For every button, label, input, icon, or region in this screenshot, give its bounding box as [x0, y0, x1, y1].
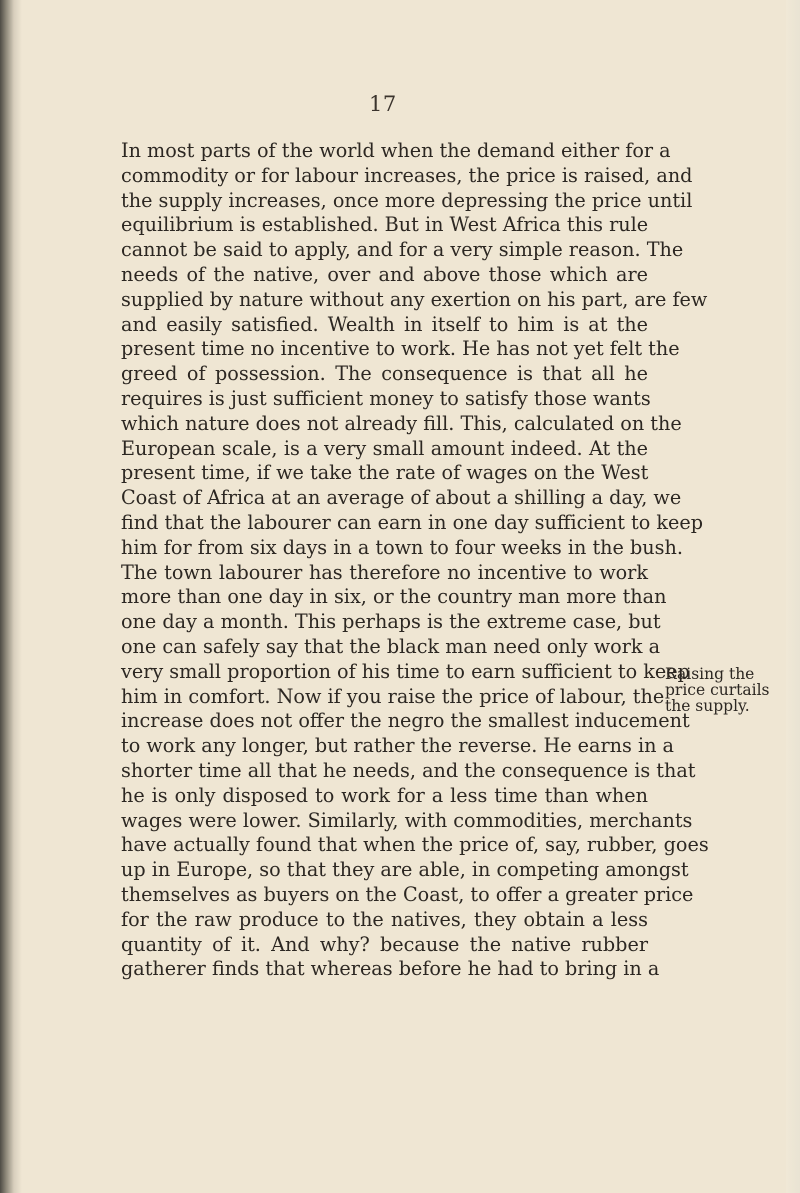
body-line: which nature does not already fill. This, calculated on the: [121, 411, 682, 435]
body-line: cannot be said to apply, and for a very simple reason. The: [121, 238, 684, 262]
body-line: supplied by nature without any exertion on his part, are few: [121, 287, 708, 311]
body-line: European scale, is a very small amount indeed. At the: [121, 436, 648, 460]
body-line: very small proportion of his time to earn sufficient to keep: [121, 659, 690, 683]
body-line: and easily satisfied. Wealth in itself to him is at the: [121, 312, 648, 336]
body-line: present time no incentive to work. He has not yet felt the: [121, 337, 680, 361]
body-line: one can safely say that the black man need only work a: [121, 634, 661, 658]
body-line: Coast of Africa at an average of about a shilling a day, we: [121, 486, 682, 510]
margin-note-line: the supply.: [665, 697, 750, 715]
body-line: In most parts of the world when the demand either for a: [121, 139, 671, 162]
page-number: 17: [369, 92, 397, 116]
body-line: quantity of it. And why? because the native rubber: [121, 932, 648, 956]
body-line: find that the labourer can earn in one day sufficient to keep: [121, 510, 703, 534]
body-line: commodity or for labour increases, the price is raised, and: [121, 163, 693, 187]
page-edge-left: [0, 0, 22, 1193]
body-line: the supply increases, once more depressing the price until: [121, 188, 693, 212]
body-line: to work any longer, but rather the reverse. He earns in a: [121, 734, 674, 758]
body-line: him in comfort. Now if you raise the price of labour, the: [121, 684, 665, 708]
body-line: have actually found that when the price of, say, rubber, goes: [121, 833, 709, 857]
body-line: equilibrium is established. But in West Africa this rule: [121, 213, 649, 237]
body-line: for the raw produce to the natives, they obtain a less: [121, 907, 648, 931]
body-line: him for from six days in a town to four weeks in the bush.: [121, 535, 683, 559]
body-line: increase does not offer the negro the smallest inducement: [121, 709, 690, 733]
body-line: The town labourer has therefore no incentive to work: [121, 560, 648, 584]
body-line: themselves as buyers on the Coast, to offer a greater price: [121, 882, 694, 906]
page-edge-right: [786, 0, 800, 1193]
body-line: greed of possession. The consequence is that all he: [121, 362, 648, 386]
body-text: [121, 139, 709, 982]
body-line: one day a month. This perhaps is the extreme case, but: [121, 610, 661, 634]
body-line: up in Europe, so that they are able, in competing amongst: [121, 858, 689, 882]
body-line: more than one day in six, or the country man more than: [121, 585, 667, 609]
body-line: present time, if we take the rate of wages on the West: [121, 461, 649, 485]
body-line: gatherer finds that whereas before he had to bring in a: [121, 957, 660, 981]
margin-note-line: Raising the: [665, 665, 755, 683]
body-line: needs of the native, over and above those which are: [121, 262, 648, 286]
body-line: shorter time all that he needs, and the consequence is that: [121, 758, 696, 782]
margin-note: [665, 666, 797, 714]
body-line: requires is just sufficient money to satisfy those wants: [121, 386, 651, 410]
body-line: he is only disposed to work for a less time than when: [121, 783, 648, 807]
body-line: wages were lower. Similarly, with commodities, merchants: [121, 808, 693, 832]
margin-note-line: price curtails: [665, 681, 770, 699]
